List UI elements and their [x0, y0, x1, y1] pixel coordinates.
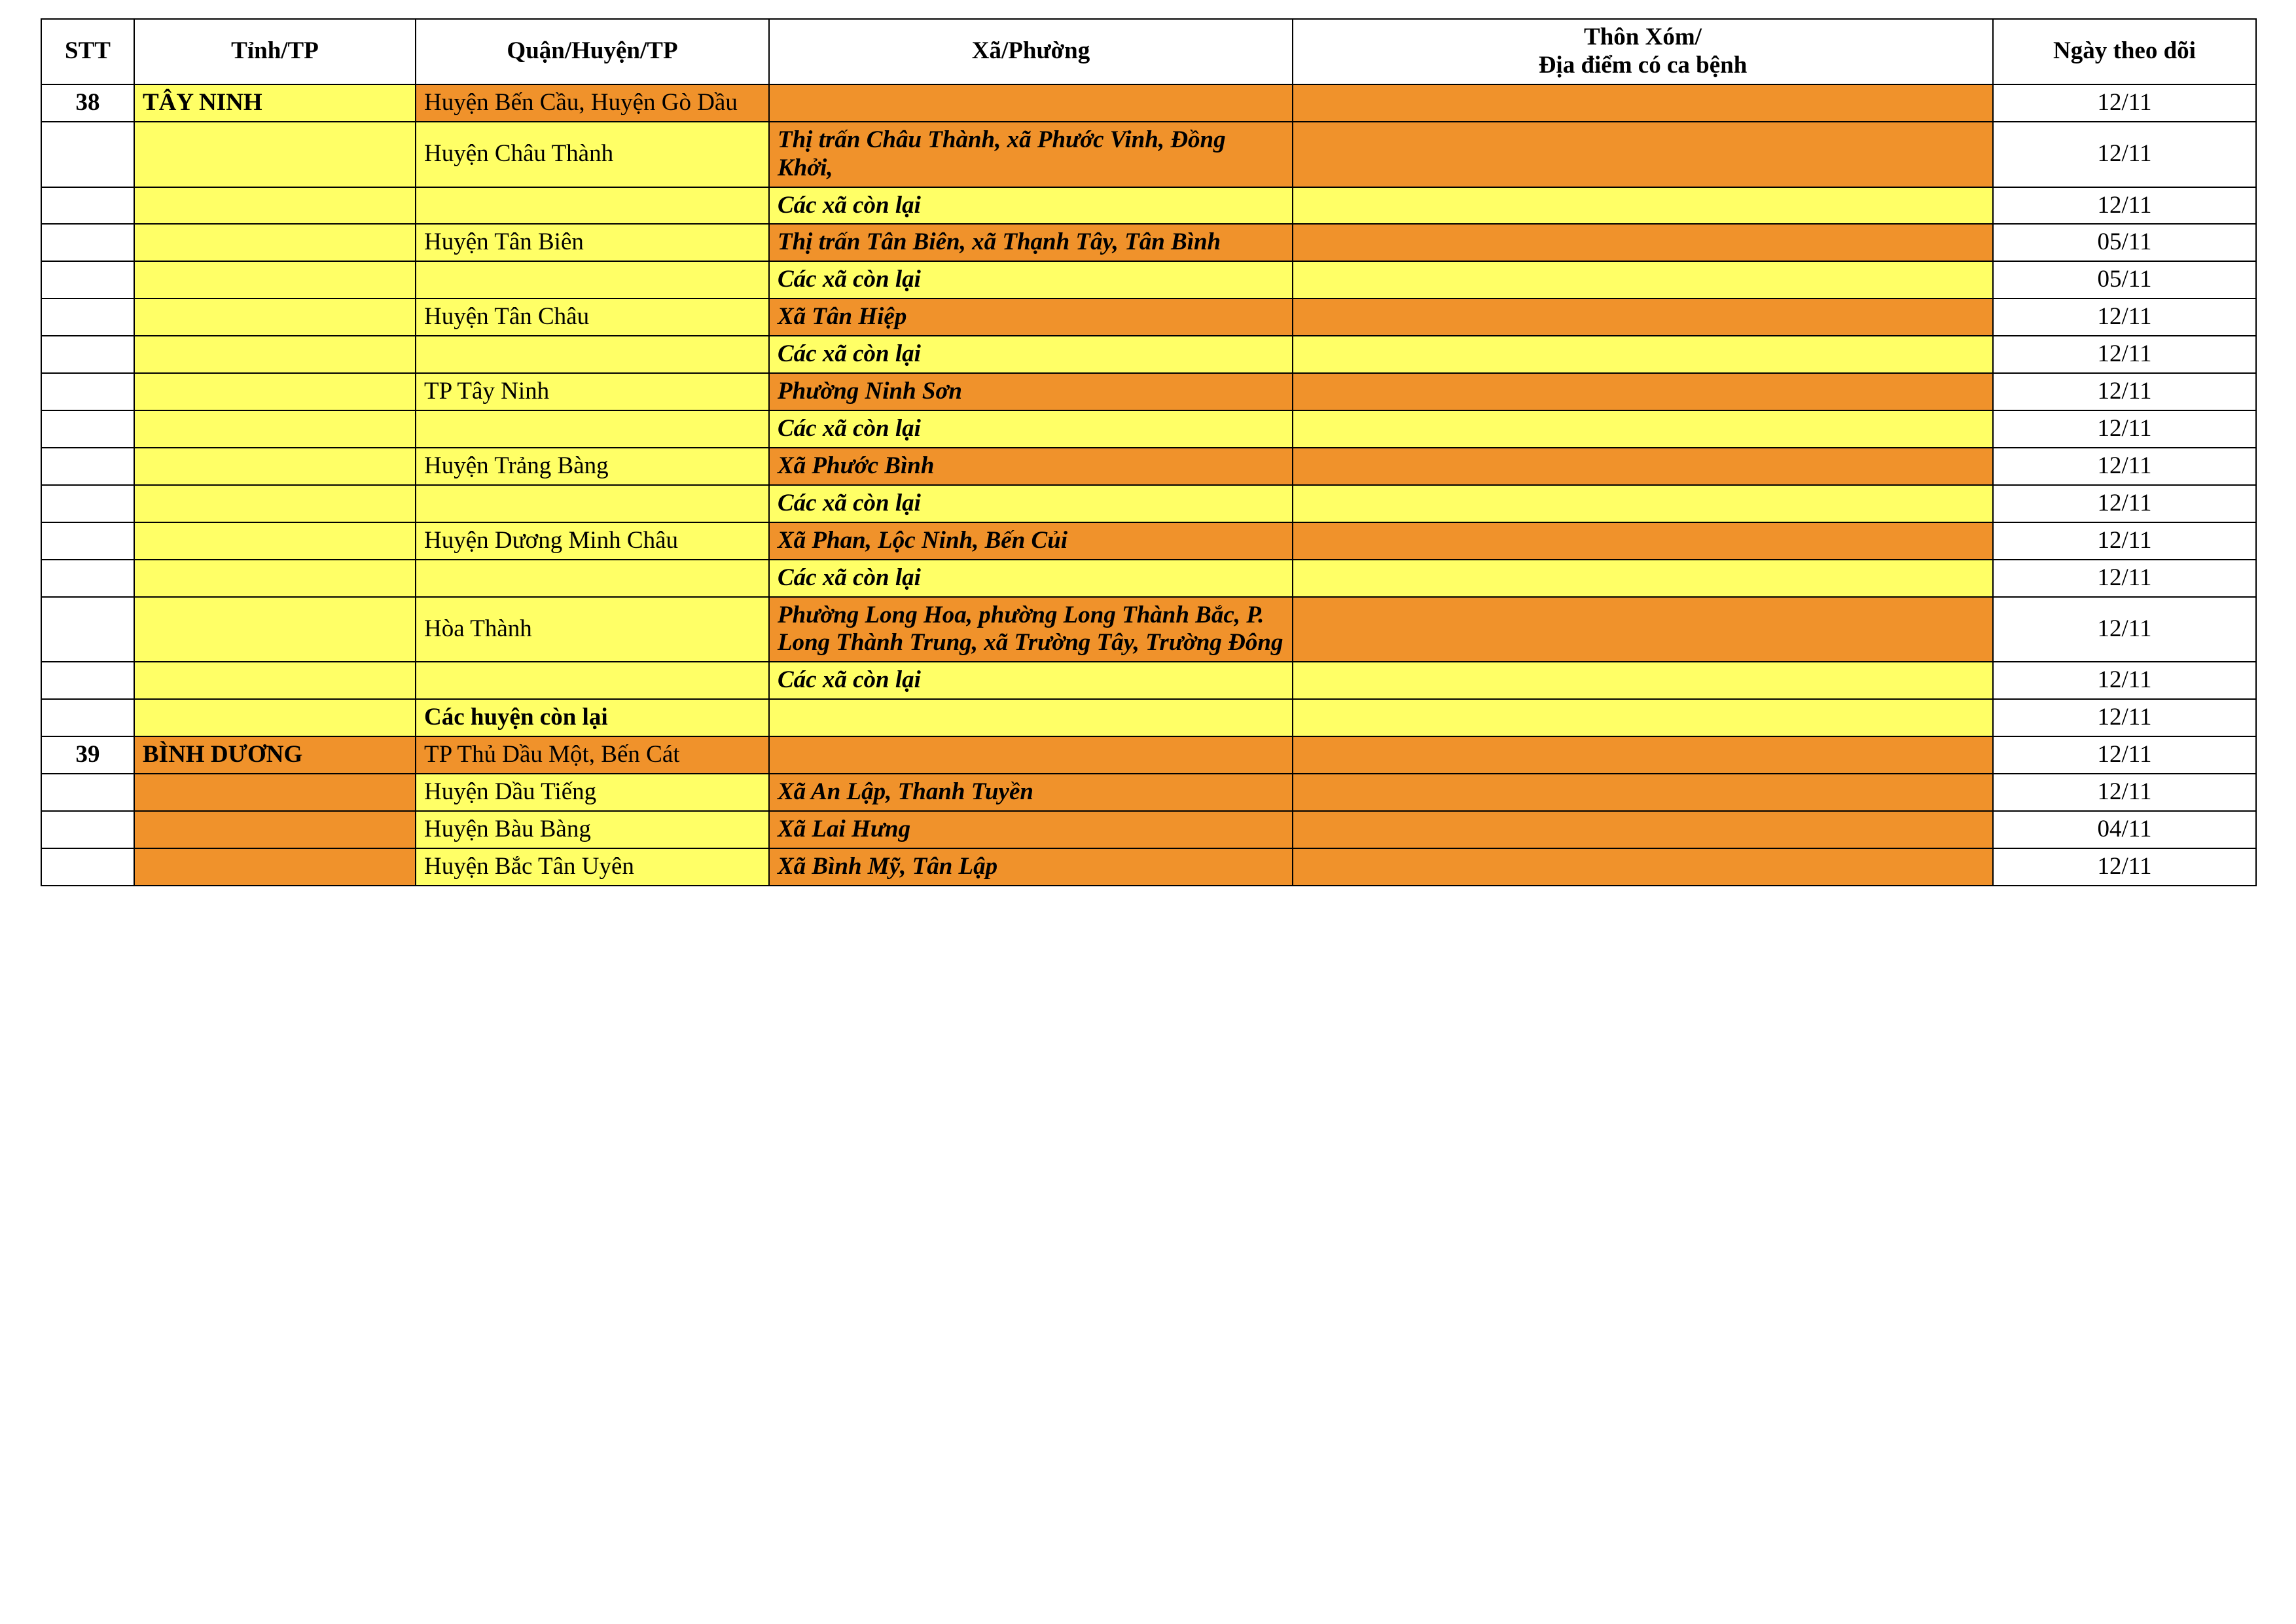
cell-date: 04/11	[1993, 811, 2256, 848]
cell-province	[134, 485, 416, 522]
table-row	[41, 373, 2256, 410]
cell-date: 12/11	[1993, 84, 2256, 122]
cell-hamlet	[1293, 597, 1993, 662]
table-row	[41, 774, 2256, 811]
header-province: Tỉnh/TP	[134, 19, 416, 84]
cell-province	[134, 597, 416, 662]
cell-ward: Xã Tân Hiệp	[769, 298, 1293, 336]
cell-date: 12/11	[1993, 485, 2256, 522]
cell-stt	[41, 410, 134, 448]
cell-stt	[41, 848, 134, 886]
cell-stt	[41, 560, 134, 597]
cell-hamlet	[1293, 848, 1993, 886]
cell-ward: Xã Phước Bình	[769, 448, 1293, 485]
cell-district: Huyện Dầu Tiếng	[416, 774, 769, 811]
cell-province	[134, 448, 416, 485]
cell-date: 12/11	[1993, 597, 2256, 662]
cell-province	[134, 298, 416, 336]
cell-district	[416, 336, 769, 373]
cell-date: 12/11	[1993, 373, 2256, 410]
table-row	[41, 736, 2256, 774]
cell-district: TP Thủ Dầu Một, Bến Cát	[416, 736, 769, 774]
cell-province	[134, 122, 416, 187]
header-hamlet	[1293, 19, 1993, 84]
cell-ward: Các xã còn lại	[769, 485, 1293, 522]
cell-hamlet	[1293, 122, 1993, 187]
cell-date: 12/11	[1993, 448, 2256, 485]
table-row	[41, 448, 2256, 485]
cell-stt	[41, 122, 134, 187]
cell-date: 12/11	[1993, 736, 2256, 774]
cell-hamlet	[1293, 373, 1993, 410]
cell-province	[134, 410, 416, 448]
cell-hamlet	[1293, 224, 1993, 261]
cell-date: 12/11	[1993, 522, 2256, 560]
cell-hamlet	[1293, 410, 1993, 448]
cell-hamlet	[1293, 187, 1993, 225]
cell-date: 12/11	[1993, 298, 2256, 336]
cell-stt	[41, 298, 134, 336]
cell-hamlet	[1293, 736, 1993, 774]
cell-district	[416, 410, 769, 448]
cell-date: 12/11	[1993, 699, 2256, 736]
cell-ward: Các xã còn lại	[769, 261, 1293, 298]
cell-province: TÂY NINH	[134, 84, 416, 122]
cell-province	[134, 224, 416, 261]
table-body	[41, 84, 2256, 886]
cell-province	[134, 811, 416, 848]
header-hamlet-line2: Địa điểm có ca bệnh	[1538, 51, 1748, 79]
cell-province	[134, 336, 416, 373]
table-row	[41, 662, 2256, 699]
table-row	[41, 522, 2256, 560]
table-row	[41, 597, 2256, 662]
cell-province	[134, 187, 416, 225]
cell-stt	[41, 224, 134, 261]
cell-ward: Phường Ninh Sơn	[769, 373, 1293, 410]
cell-stt	[41, 187, 134, 225]
cell-district	[416, 560, 769, 597]
cell-ward: Các xã còn lại	[769, 187, 1293, 225]
cell-district: Huyện Bến Cầu, Huyện Gò Dầu	[416, 84, 769, 122]
header-date: Ngày theo dõi	[1993, 19, 2256, 84]
table-row	[41, 485, 2256, 522]
cell-district: Huyện Tân Châu	[416, 298, 769, 336]
cell-stt	[41, 448, 134, 485]
cell-hamlet	[1293, 336, 1993, 373]
cell-ward	[769, 736, 1293, 774]
cell-hamlet	[1293, 522, 1993, 560]
cell-hamlet	[1293, 84, 1993, 122]
cell-ward: Xã Bình Mỹ, Tân Lập	[769, 848, 1293, 886]
cell-district	[416, 187, 769, 225]
epidemic-monitoring-table	[41, 18, 2257, 886]
cell-stt	[41, 774, 134, 811]
cell-hamlet	[1293, 662, 1993, 699]
header-stt: STT	[41, 19, 134, 84]
cell-district: Huyện Tân Biên	[416, 224, 769, 261]
table-row	[41, 410, 2256, 448]
cell-ward: Các xã còn lại	[769, 336, 1293, 373]
header-row	[41, 19, 2256, 84]
table-row	[41, 84, 2256, 122]
cell-ward: Xã Phan, Lộc Ninh, Bến Củi	[769, 522, 1293, 560]
table-row	[41, 699, 2256, 736]
header-hamlet-line1: Thôn Xóm/	[1584, 24, 1702, 50]
cell-ward: Phường Long Hoa, phường Long Thành Bắc, P. Long Thành Trung, xã Trường Tây, Trường Đông	[769, 597, 1293, 662]
cell-province	[134, 774, 416, 811]
cell-stt	[41, 373, 134, 410]
cell-district	[416, 662, 769, 699]
cell-ward: Thị trấn Tân Biên, xã Thạnh Tây, Tân Bình	[769, 224, 1293, 261]
cell-ward: Xã An Lập, Thanh Tuyền	[769, 774, 1293, 811]
cell-province	[134, 261, 416, 298]
cell-ward: Các xã còn lại	[769, 560, 1293, 597]
cell-district	[416, 485, 769, 522]
cell-date: 12/11	[1993, 848, 2256, 886]
cell-date: 05/11	[1993, 261, 2256, 298]
cell-province	[134, 662, 416, 699]
cell-date: 12/11	[1993, 662, 2256, 699]
cell-ward: Các xã còn lại	[769, 662, 1293, 699]
cell-district: Huyện Dương Minh Châu	[416, 522, 769, 560]
cell-hamlet	[1293, 448, 1993, 485]
table-header	[41, 19, 2256, 84]
cell-ward: Các xã còn lại	[769, 410, 1293, 448]
cell-hamlet	[1293, 560, 1993, 597]
cell-hamlet	[1293, 261, 1993, 298]
cell-province	[134, 848, 416, 886]
header-district: Quận/Huyện/TP	[416, 19, 769, 84]
header-ward: Xã/Phường	[769, 19, 1293, 84]
table-row	[41, 224, 2256, 261]
cell-stt	[41, 261, 134, 298]
table-row	[41, 298, 2256, 336]
cell-stt	[41, 811, 134, 848]
cell-stt	[41, 336, 134, 373]
cell-date: 05/11	[1993, 224, 2256, 261]
cell-district: Huyện Châu Thành	[416, 122, 769, 187]
cell-date: 12/11	[1993, 774, 2256, 811]
cell-province	[134, 699, 416, 736]
cell-province	[134, 373, 416, 410]
cell-ward	[769, 84, 1293, 122]
table-row	[41, 560, 2256, 597]
table-row	[41, 122, 2256, 187]
cell-province: BÌNH DƯƠNG	[134, 736, 416, 774]
cell-hamlet	[1293, 699, 1993, 736]
cell-province	[134, 522, 416, 560]
cell-date: 12/11	[1993, 336, 2256, 373]
table-row	[41, 187, 2256, 225]
cell-district: Huyện Bàu Bàng	[416, 811, 769, 848]
cell-hamlet	[1293, 298, 1993, 336]
cell-stt: 39	[41, 736, 134, 774]
table-row	[41, 811, 2256, 848]
cell-stt	[41, 699, 134, 736]
cell-ward	[769, 699, 1293, 736]
cell-district	[416, 261, 769, 298]
cell-province	[134, 560, 416, 597]
cell-stt	[41, 662, 134, 699]
cell-stt	[41, 597, 134, 662]
cell-date: 12/11	[1993, 122, 2256, 187]
cell-district: Các huyện còn lại	[416, 699, 769, 736]
cell-stt: 38	[41, 84, 134, 122]
cell-district: Huyện Bắc Tân Uyên	[416, 848, 769, 886]
cell-district: Huyện Trảng Bàng	[416, 448, 769, 485]
cell-ward: Thị trấn Châu Thành, xã Phước Vinh, Đồng Khởi,	[769, 122, 1293, 187]
cell-district: TP Tây Ninh	[416, 373, 769, 410]
cell-date: 12/11	[1993, 187, 2256, 225]
cell-stt	[41, 522, 134, 560]
table-row	[41, 261, 2256, 298]
cell-date: 12/11	[1993, 410, 2256, 448]
cell-hamlet	[1293, 485, 1993, 522]
cell-date: 12/11	[1993, 560, 2256, 597]
table-row	[41, 336, 2256, 373]
cell-hamlet	[1293, 774, 1993, 811]
table-row	[41, 848, 2256, 886]
cell-district: Hòa Thành	[416, 597, 769, 662]
cell-stt	[41, 485, 134, 522]
cell-hamlet	[1293, 811, 1993, 848]
cell-ward: Xã Lai Hưng	[769, 811, 1293, 848]
